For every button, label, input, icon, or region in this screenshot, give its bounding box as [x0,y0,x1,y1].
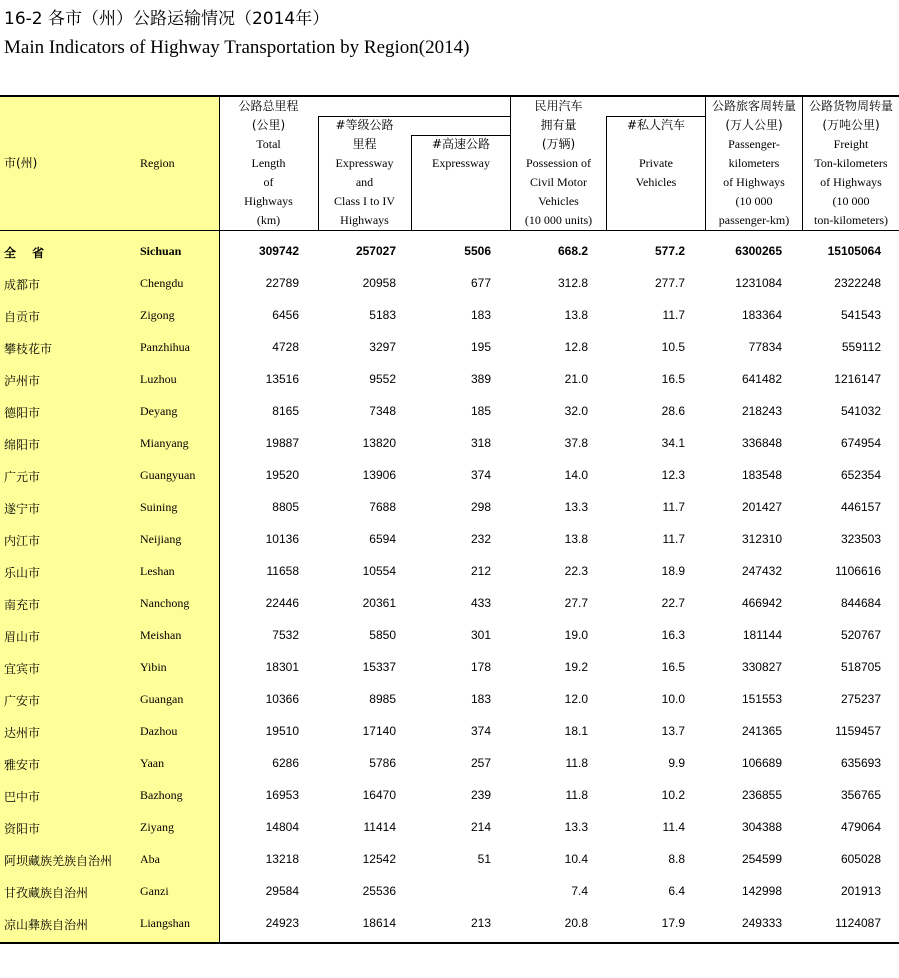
cell-total: 18301 [265,660,299,674]
cell-total: 7532 [272,628,299,642]
cell-passenger: 6300265 [735,244,782,258]
cell-civil: 32.0 [564,404,588,418]
cell-freight: 479064 [840,820,881,834]
region-name-en: Mianyang [140,436,189,450]
cell-passenger: 1231084 [735,276,782,290]
cell-expressway: 213 [470,916,491,930]
region-name-en: Meishan [140,628,182,642]
region-name-cn: 自贡市 [4,310,41,324]
table-title-en: Main Indicators of Highway Transportation by Region(2014) [4,37,470,58]
cell-total: 24923 [265,916,299,930]
cell-freight: 446157 [840,500,881,514]
cell-freight: 635693 [840,756,881,770]
table-row [0,330,899,362]
table-row [0,714,899,746]
cell-total: 6456 [272,308,299,322]
table-row [0,778,899,810]
header-civil-vehicles: 民用汽车 拥有量 (万辆) Possession of Civil Motor Vehicles (10 000 units) [524,99,593,227]
cell-passenger: 183364 [741,308,782,322]
cell-total: 14804 [265,820,299,834]
cell-freight: 1124087 [835,916,881,930]
cell-graded: 11414 [363,820,396,834]
cell-passenger: 142998 [741,884,782,898]
region-name-en: Guangan [140,692,184,706]
header-freight-ton-km: 公路货物周转量 (万吨公里) Freight Ton-kilometers of Highways (10 000 ton-kilometers) [808,99,893,227]
cell-graded: 13820 [362,436,396,450]
cell-civil: 21.0 [564,372,588,386]
region-name-en: Aba [140,852,160,866]
cell-civil: 12.0 [564,692,588,706]
cell-private: 16.5 [661,372,685,386]
cell-total: 11658 [266,564,299,578]
cell-expressway: 677 [470,276,491,290]
cell-graded: 7688 [369,500,396,514]
table-row [0,874,899,906]
cell-freight: 275237 [840,692,881,706]
table-title-cn: 16-2 各市（州）公路运输情况（2014年） [4,9,330,29]
cell-graded: 13906 [362,468,396,482]
cell-total: 309742 [258,244,299,258]
table-row [0,618,899,650]
header-bottom-rule [0,230,899,231]
cell-passenger: 254599 [741,852,782,866]
cell-civil: 27.7 [564,596,588,610]
table-row [0,554,899,586]
cell-graded: 17140 [362,724,396,738]
region-name-cn: 凉山彝族自治州 [4,918,89,932]
cell-freight: 1216147 [834,372,881,386]
cell-civil: 37.8 [564,436,588,450]
region-name-en: Neijiang [140,532,182,546]
cell-expressway: 195 [470,340,491,354]
cell-civil: 22.3 [564,564,588,578]
cell-graded: 18614 [362,916,396,930]
region-name-cn: 广元市 [4,470,41,484]
cell-civil: 19.0 [564,628,588,642]
cell-private: 16.3 [661,628,685,642]
region-name-en: Yibin [140,660,167,674]
cell-passenger: 201427 [741,500,782,514]
region-name-cn: 全 省 [4,246,51,260]
cell-passenger: 466942 [741,596,782,610]
region-name-cn: 眉山市 [4,630,41,644]
cell-passenger: 218243 [741,404,782,418]
cell-civil: 13.8 [564,532,588,546]
region-name-cn: 遂宁市 [4,502,41,516]
cell-freight: 652354 [840,468,881,482]
region-name-cn: 广安市 [4,694,41,708]
cell-graded: 8985 [369,692,396,706]
region-name-en: Nanchong [140,596,190,610]
region-name-en: Bazhong [140,788,183,802]
cell-private: 6.4 [668,884,685,898]
table-row [0,298,899,330]
cell-freight: 2322248 [834,276,881,290]
cell-passenger: 151553 [741,692,782,706]
cell-private: 10.5 [661,340,685,354]
cell-private: 277.7 [654,276,685,290]
region-name-en: Deyang [140,404,178,418]
region-name-cn: 乐山市 [4,566,41,580]
cell-private: 22.7 [661,596,685,610]
cell-passenger: 106689 [741,756,782,770]
cell-private: 18.9 [661,564,685,578]
region-name-en: Luzhou [140,372,177,386]
table-row [0,266,899,298]
region-name-cn: 绵阳市 [4,438,41,452]
table-row [0,586,899,618]
cell-freight: 1106616 [835,564,881,578]
cell-expressway: 239 [470,788,491,802]
cell-passenger: 249333 [741,916,782,930]
cell-freight: 15105064 [827,244,881,258]
cell-graded: 20958 [362,276,396,290]
table-row [0,362,899,394]
cell-total: 13516 [265,372,299,386]
cell-expressway: 301 [470,628,491,642]
cell-expressway: 51 [477,852,491,866]
table-row [0,426,899,458]
region-name-cn: 成都市 [4,278,41,292]
region-name-cn: 德阳市 [4,406,41,420]
cell-civil: 20.8 [564,916,588,930]
cell-expressway: 214 [470,820,491,834]
cell-private: 28.6 [661,404,685,418]
cell-private: 11.4 [662,820,685,834]
cell-private: 8.8 [668,852,685,866]
table-row [0,522,899,554]
table-row [0,906,899,938]
cell-expressway: 212 [470,564,491,578]
header-expressway: #高速公路 Expressway [431,137,491,170]
cell-graded: 7348 [369,404,396,418]
table-row [0,746,899,778]
region-name-en: Ziyang [140,820,174,834]
cell-total: 10366 [265,692,299,706]
cell-total: 22446 [265,596,299,610]
cell-civil: 14.0 [564,468,588,482]
cell-private: 10.2 [661,788,685,802]
cell-freight: 518705 [840,660,881,674]
cell-passenger: 236855 [741,788,782,802]
header-private-vehicles: #私人汽车 Private Vehicles [626,118,686,189]
table-row [0,490,899,522]
table-row [0,842,899,874]
region-name-cn: 南充市 [4,598,41,612]
table-row [0,394,899,426]
cell-expressway: 183 [470,308,491,322]
region-name-en: Zigong [140,308,175,322]
cell-expressway: 374 [470,468,491,482]
table-bottom-border [0,942,899,944]
cell-graded: 16470 [362,788,396,802]
region-name-cn: 达州市 [4,726,41,740]
region-name-cn: 雅安市 [4,758,41,772]
region-name-cn: 甘孜藏族自治州 [4,886,89,900]
cell-private: 16.5 [661,660,685,674]
cell-passenger: 241365 [741,724,782,738]
region-name-en: Liangshan [140,916,190,930]
cell-private: 13.7 [661,724,685,738]
region-name-cn: 内江市 [4,534,41,548]
cell-passenger: 183548 [741,468,782,482]
table-row [0,234,899,266]
cell-private: 34.1 [661,436,685,450]
cell-expressway: 183 [470,692,491,706]
cell-freight: 201913 [840,884,881,898]
cell-graded: 9552 [369,372,396,386]
cell-total: 6286 [272,756,299,770]
region-name-en: Sichuan [140,244,182,258]
cell-expressway: 433 [470,596,491,610]
cell-private: 10.0 [661,692,685,706]
cell-passenger: 304388 [741,820,782,834]
region-name-en: Ganzi [140,884,169,898]
cell-total: 4728 [272,340,299,354]
cell-passenger: 247432 [741,564,782,578]
cell-expressway: 5506 [464,244,491,258]
cell-freight: 559112 [841,340,881,354]
cell-total: 19520 [265,468,299,482]
cell-expressway: 185 [470,404,491,418]
cell-graded: 20361 [362,596,396,610]
header-passenger-km: 公路旅客周转量 (万人公里) Passenger- kilometers of Highways (10 000 passenger-km) [711,99,796,227]
cell-private: 17.9 [661,916,685,930]
cell-graded: 5850 [369,628,396,642]
region-name-cn: 泸州市 [4,374,41,388]
cell-expressway: 389 [470,372,491,386]
header-region-cn: 市(州) [4,156,38,170]
cell-civil: 12.8 [564,340,588,354]
cell-graded: 3297 [369,340,396,354]
cell-passenger: 336848 [741,436,782,450]
cell-freight: 541032 [840,404,881,418]
cell-passenger: 77834 [748,340,782,354]
cell-freight: 323503 [840,532,881,546]
cell-total: 13218 [265,852,299,866]
cell-total: 8165 [272,404,299,418]
table-row [0,810,899,842]
cell-total: 29584 [265,884,299,898]
cell-graded: 25536 [362,884,396,898]
cell-civil: 10.4 [564,852,588,866]
cell-private: 577.2 [654,244,685,258]
cell-private: 11.7 [662,500,685,514]
cell-freight: 674954 [840,436,881,450]
region-name-cn: 宜宾市 [4,662,41,676]
cell-private: 11.7 [662,308,685,322]
cell-total: 10136 [265,532,299,546]
cell-expressway: 318 [470,436,491,450]
table-row [0,458,899,490]
region-name-en: Suining [140,500,178,514]
cell-freight: 1159457 [835,724,881,738]
cell-graded: 5183 [369,308,396,322]
cell-civil: 18.1 [564,724,588,738]
cell-graded: 15337 [362,660,396,674]
header-graded-highways: #等级公路 里程 Expressway and Class I to IV Highways [334,118,395,227]
region-name-cn: 巴中市 [4,790,41,804]
cell-civil: 19.2 [564,660,588,674]
cell-private: 9.9 [668,756,685,770]
cell-total: 16953 [265,788,299,802]
cell-graded: 6594 [369,532,396,546]
cell-civil: 312.8 [557,276,588,290]
cell-private: 11.7 [662,532,685,546]
table-row [0,682,899,714]
cell-freight: 541543 [840,308,881,322]
cell-graded: 5786 [369,756,396,770]
cell-total: 22789 [265,276,299,290]
cell-passenger: 312310 [741,532,782,546]
cell-civil: 7.4 [571,884,588,898]
cell-expressway: 298 [470,500,491,514]
header-total-length: 公路总里程 (公里) Total Length of Highways (km) [238,99,299,227]
region-name-en: Leshan [140,564,175,578]
region-name-cn: 攀枝花市 [4,342,53,356]
cell-freight: 356765 [840,788,881,802]
cell-graded: 12542 [362,852,396,866]
cell-civil: 11.8 [565,788,588,802]
cell-passenger: 641482 [741,372,782,386]
cell-expressway: 232 [470,532,491,546]
cell-private: 12.3 [661,468,685,482]
region-name-cn: 阿坝藏族羌族自治州 [4,854,113,868]
region-name-en: Dazhou [140,724,178,738]
table-row [0,650,899,682]
cell-passenger: 330827 [741,660,782,674]
cell-expressway: 178 [470,660,491,674]
cell-freight: 520767 [840,628,881,642]
cell-civil: 668.2 [557,244,588,258]
region-name-cn: 资阳市 [4,822,41,836]
cell-graded: 10554 [362,564,396,578]
cell-total: 19887 [265,436,299,450]
region-name-en: Guangyuan [140,468,196,482]
region-name-en: Yaan [140,756,165,770]
region-name-en: Chengdu [140,276,184,290]
cell-freight: 605028 [840,852,881,866]
cell-passenger: 181144 [742,628,782,642]
cell-freight: 844684 [840,596,881,610]
region-name-en: Panzhihua [140,340,190,354]
cell-total: 8805 [272,500,299,514]
cell-total: 19510 [265,724,299,738]
header-region-en: Region [140,156,175,170]
cell-expressway: 374 [470,724,491,738]
cell-civil: 13.3 [564,500,588,514]
cell-civil: 13.8 [564,308,588,322]
cell-graded: 257027 [355,244,396,258]
cell-civil: 11.8 [565,756,588,770]
cell-civil: 13.3 [564,820,588,834]
cell-expressway: 257 [470,756,491,770]
